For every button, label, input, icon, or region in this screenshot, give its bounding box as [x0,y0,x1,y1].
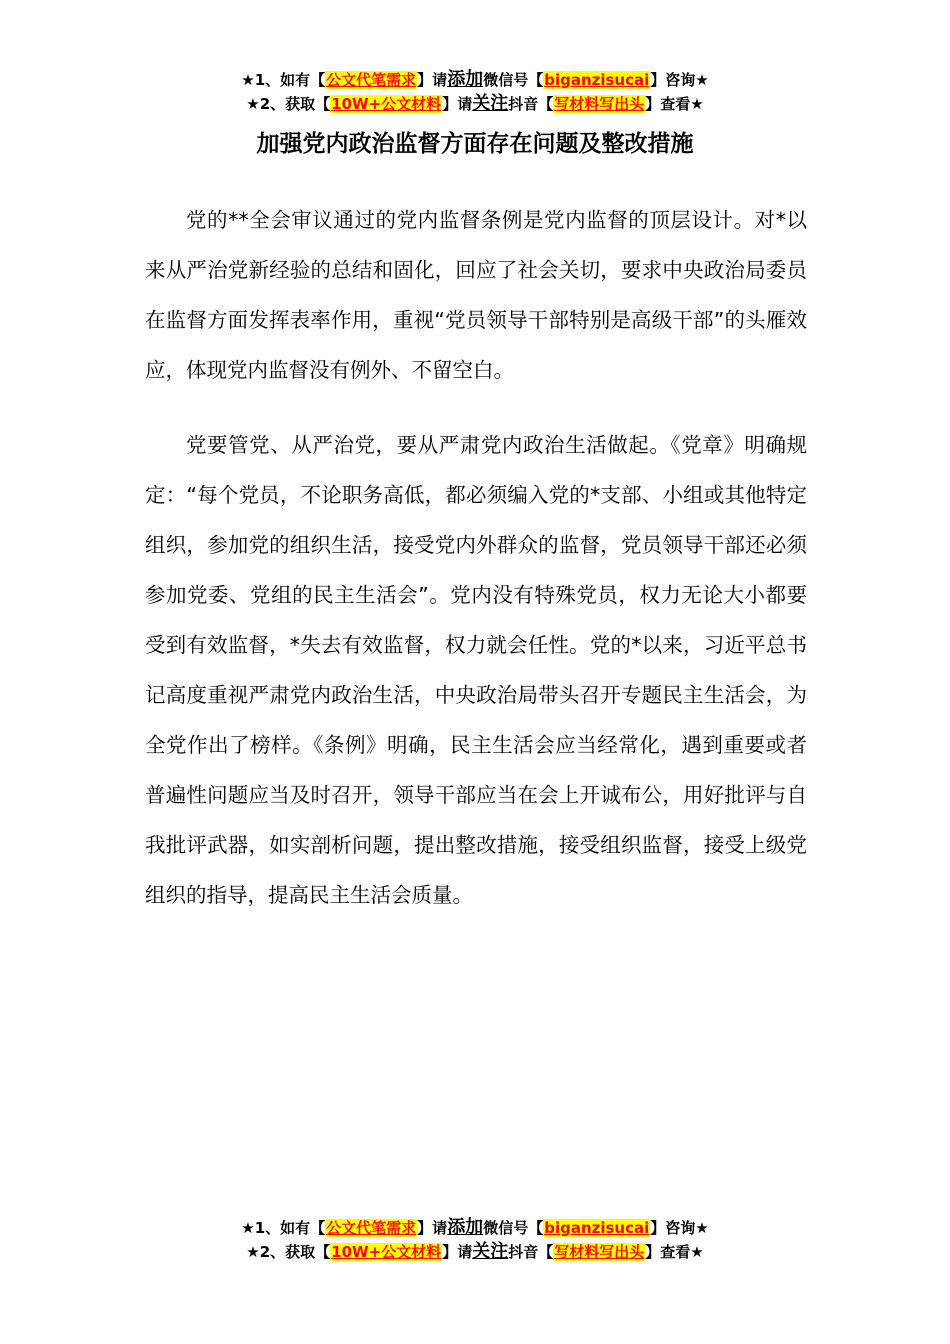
footer-promo-banner [0,1216,950,1264]
promo-line-1: ★1、如有【公文代笔需求】请添加微信号【biganzisucai】咨询★ [241,69,709,90]
highlight-materials: 10W+公文材料 [331,95,442,113]
highlight-service: 公文代笔需求 [326,1219,417,1237]
highlight-wechat-id: biganzisucai [544,71,650,89]
highlight-materials: 10W+公文材料 [331,1243,442,1261]
paragraph: 党要管党、从严治党，要从严肃党内政治生活做起。《党章》明确规定：“每个党员，不论职务高低，都必须编入党的*支部、小组或其他特定组织，参加党的组织生活，接受党内外群众的监督，党员领导干部还必须参加党委、党组的民主生活会”。党内没有特殊党员，权力无论大小都要受到有效监督，*失去有效监督，权力就会任性。党的*以来，习近平总书记高度重视严肃党内政治生活，中央政治局带头召开专题民主生活会，为全党作出了榜样。《条例》明确，民主生活会应当经常化，遇到重要或者普遍性问题应当及时召开，领导干部应当在会上开诚布公，用好批评与自我批评武器，如实剖析问题，提出整改措施，接受组织监督，接受上级党组织的指导，提高民主生活会质量。 [145,433,807,907]
highlight-service: 公文代笔需求 [326,71,417,89]
promo-line-2: ★2、获取【10W+公文材料】请关注抖音【写材料写出头】查看★ [246,93,704,114]
document-body [145,195,807,920]
highlight-wechat-id: biganzisucai [544,1219,650,1237]
highlight-douyin-id: 写材料写出头 [554,95,645,113]
promo-line-2: ★2、获取【10W+公文材料】请关注抖音【写材料写出头】查看★ [246,1241,704,1262]
header-promo-banner [0,68,950,116]
paragraph: 党的**全会审议通过的党内监督条例是党内监督的顶层设计。对*以来从严治党新经验的总结和固化，回应了社会关切，要求中央政治局委员在监督方面发挥表率作用，重视“党员领导干部特别是高级干部”的头雁效应，体现党内监督没有例外、不留空白。 [145,208,807,382]
highlight-douyin-id: 写材料写出头 [554,1243,645,1261]
promo-line-1: ★1、如有【公文代笔需求】请添加微信号【biganzisucai】咨询★ [241,1217,709,1238]
document-title: 加强党内政治监督方面存在问题及整改措施 [256,131,694,157]
